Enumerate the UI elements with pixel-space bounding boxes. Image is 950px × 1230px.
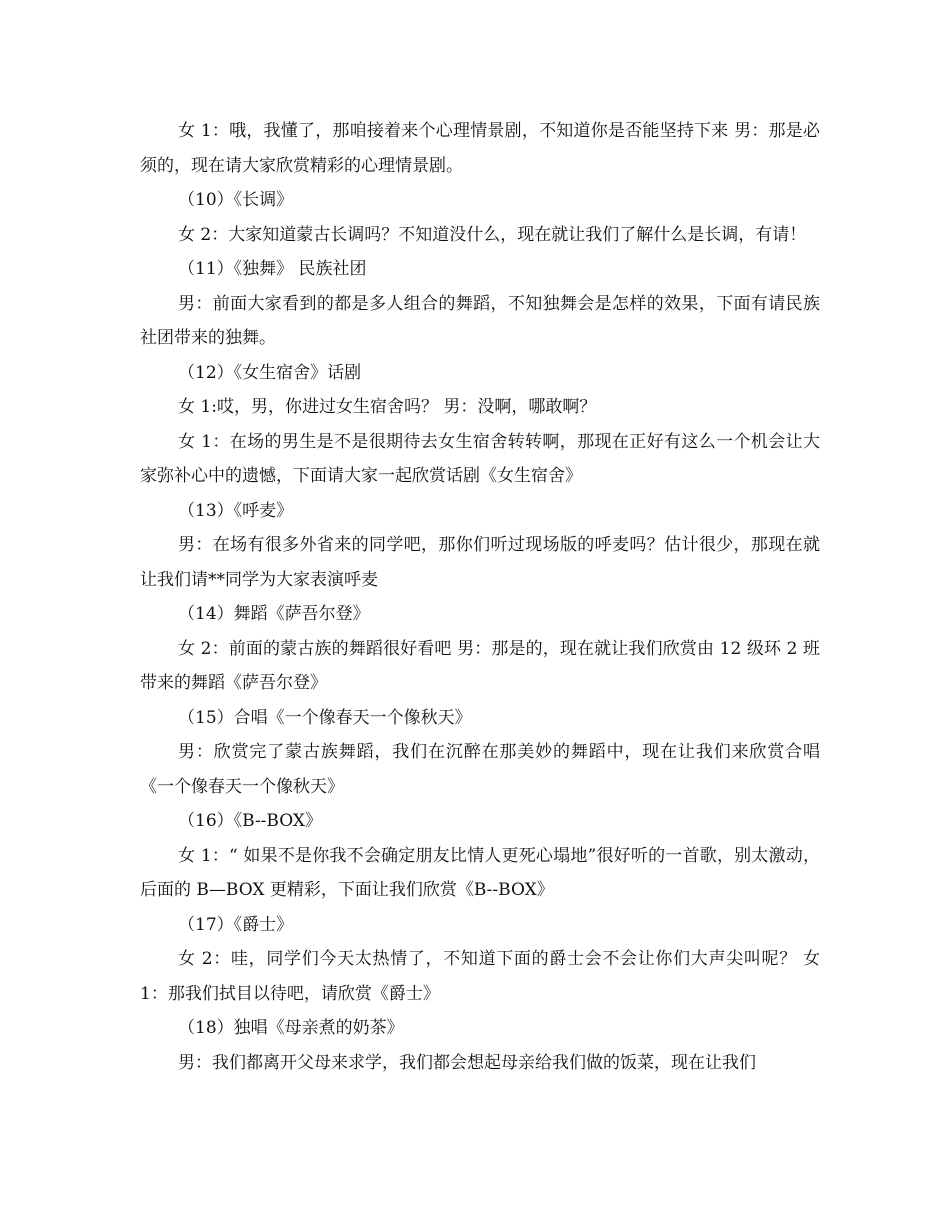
program-item-heading: （11）《独舞》 民族社团	[178, 259, 367, 279]
program-item-heading: （13）《呼麦》	[178, 500, 294, 521]
paragraph: 女 1：哦，我懂了，那咱接着来个心理情景剧，不知道你是否能坚持下来 男：那是必须的，现在请大家欣赏精彩的心理情景剧。	[140, 121, 820, 176]
paragraph: 男：在场有很多外省来的同学吧，那你们听过现场版的呼麦吗？估计很少，那现在就让我们请**同学为大家表演呼麦	[140, 535, 820, 590]
paragraph: 女 1:哎，男，你进过女生宿舍吗？ 男：没啊，哪敢啊？	[178, 397, 597, 417]
paragraph: 男：欣赏完了蒙古族舞蹈，我们在沉醉在那美妙的舞蹈中，现在让我们来欣赏合唱《一个像春天一个像秋天》	[140, 742, 820, 797]
program-item-heading: （17）《爵士》	[178, 914, 294, 935]
program-item-heading: （12）《女生宿舍》话剧	[178, 362, 362, 383]
paragraph: 男：我们都离开父母来求学，我们都会想起母亲给我们做的饭菜，现在让我们	[178, 1052, 756, 1073]
program-item-heading: （18）独唱《母亲煮的奶茶》	[178, 1018, 404, 1038]
paragraph: 男：前面大家看到的都是多人组合的舞蹈，不知独舞会是怎样的效果，下面有请民族社团带来的独舞。	[140, 293, 820, 348]
paragraph: 女 2：前面的蒙古族的舞蹈很好看吧 男：那是的，现在就让我们欣赏由 12 级环 2 班带来的舞蹈《萨吾尔登》	[140, 638, 820, 693]
program-item-heading: （14）舞蹈《萨吾尔登》	[178, 604, 370, 624]
program-item-heading: （15）合唱《一个像春天一个像秋天》	[178, 707, 472, 728]
paragraph: 女 2：大家知道蒙古长调吗？不知道没什么，现在就让我们了解什么是长调，有请！	[178, 224, 807, 245]
paragraph: 女 1：在场的男生是不是很期待去女生宿舍转转啊，那现在正好有这么一个机会让大家弥补心中的遗憾，下面请大家一起欣赏话剧《女生宿舍》	[140, 431, 820, 486]
paragraph: 女 1：“ 如果不是你我不会确定朋友比情人更死心塌地”很好听的一首歌，别太激动，后面的 B—BOX 更精彩，下面让我们欣赏《B--BOX》	[140, 845, 820, 900]
paragraph: 女 2：哇，同学们今天太热情了，不知道下面的爵士会不会让你们大声尖叫呢？ 女 1：那我们拭目以待吧，请欣赏《爵士》	[140, 949, 820, 1004]
document-body	[140, 114, 820, 1080]
program-item-heading: （16）《B--BOX》	[178, 811, 322, 831]
program-item-heading: （10）《长调》	[178, 190, 294, 210]
